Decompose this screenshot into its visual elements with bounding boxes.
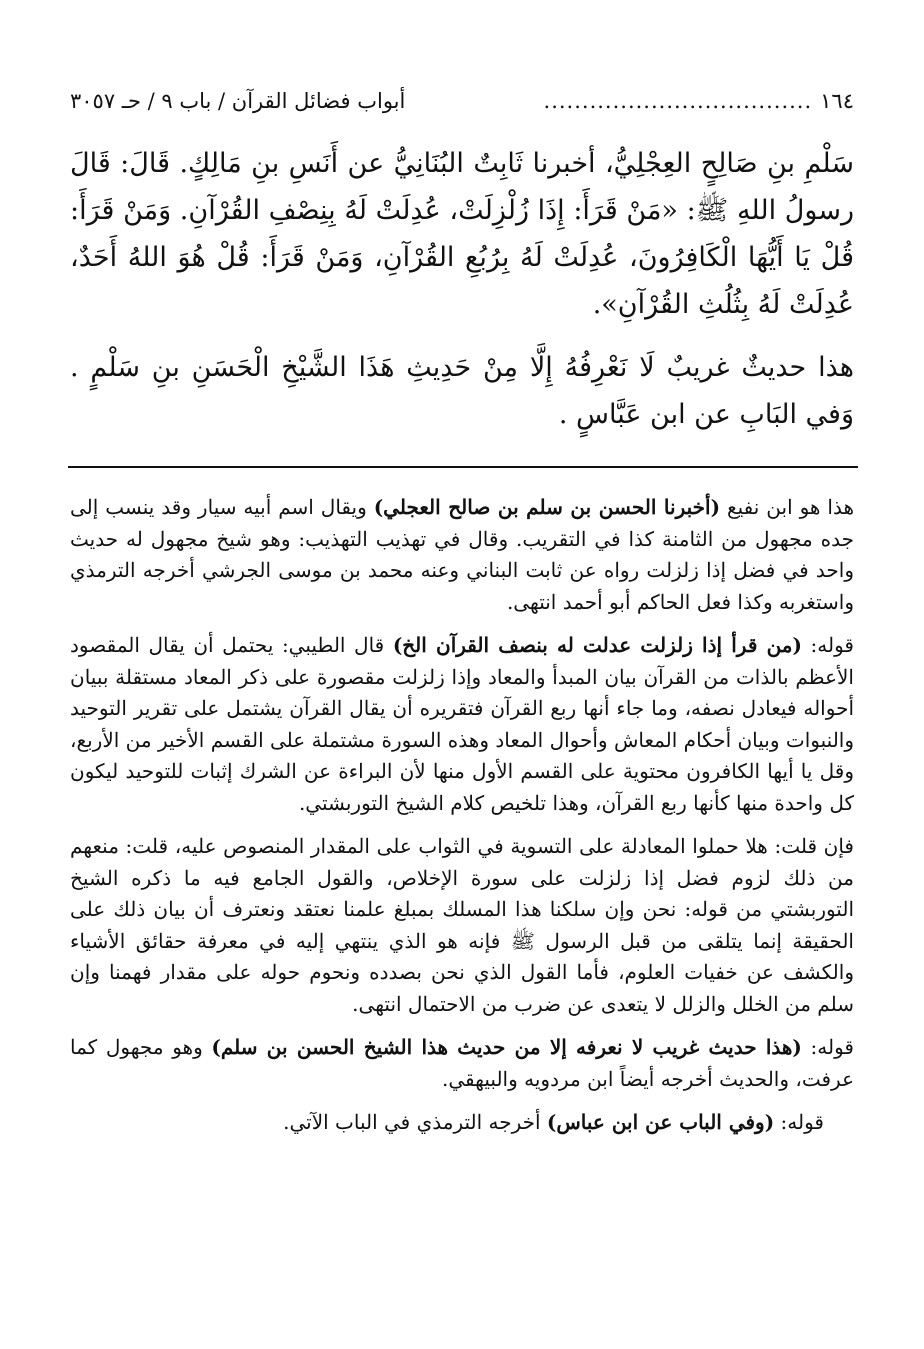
commentary-paragraph-3: فإن قلت: هلا حملوا المعادلة على التسوية في الثواب على المقدار المنصوص عليه، قلت: منعهم من ذلك لزوم فضل إذا زلزلت على سورة الإخلاص، والقول الجامع فيه ما ذكره الشيخ التوربشتي من قوله: نحن وإن سلكنا هذا المسلك بمبلغ علمنا نعتقد ونعترف أن بيان ذلك على الحقيقة إنما يتلقى من قبل الرسول ﷺ فإنه هو الذي ينتهي إليه في معرفة حقائق الأشياء والكشف عن خفيات العلوم، فأما القول الذي نحن بصدده ونحوم حوله على مقدار فهمنا وإن سلم من الخلل والزلل لا يتعدى عن ضرب من الاحتمال انتهى. (70, 834, 854, 1016)
commentary-quote: (من قرأ إذا زلزلت عدلت له بنصف القرآن الخ) (392, 633, 802, 657)
separator-rule (68, 466, 858, 468)
commentary-quote: (أخبرنا الحسن بن سلم بن صالح العجلي) (373, 495, 721, 519)
running-header (70, 86, 854, 116)
commentary-text: ويقال اسم أبيه سيار وقد ينسب إلى جده مجهول من الثامنة كذا في التقريب. وقال في تهذيب التهذيب: وهو شيخ مجهول له حديث واحد في فضل إذا زلزلت رواه عن ثابت البناني وعنه محمد بن موسى الجرشي أخرجه الترمذي واستغربه وكذا فعل الحاكم أبو أحمد انتهى. (70, 495, 854, 614)
commentary (70, 492, 854, 1139)
header-leader-dots: ................................... (543, 89, 813, 113)
commentary-text: هذا هو ابن نفيع (720, 495, 854, 519)
commentary-quote: (وفي الباب عن ابن عباس) (546, 1110, 775, 1134)
hadith-text: سَلْمِ بنِ صَالِحٍ العِجْلِيُّ، أخبرنا ثَابِتٌ البُنَانِيُّ عن أَنَسِ بنِ مَالِكٍ. قَالَ: قَالَ رسولُ اللهِ ﷺ: «مَنْ قَرَأَ: إِذَا زُلْزِلَتْ، عُدِلَتْ لَهُ بِنِصْفِ القُرْآنِ. وَمَنْ قَرَأَ: قُلْ يَا أَيُّهَا الْكَافِرُونَ، عُدِلَتْ لَهُ بِرُبُعِ القُرْآنِ، وَمَنْ قَرَأَ: قُلْ هُوَ اللهُ أَحَدٌ، عُدِلَتْ لَهُ بِثُلُثِ القُرْآنِ». (70, 148, 854, 320)
commentary-paragraph-2 (70, 630, 854, 819)
hadith-grading: هذا حديثٌ غريبٌ لَا نَعْرِفُهُ إِلَّا مِنْ حَدِيثِ هَذَا الشَّيْخِ الْحَسَنِ بنِ سَلْمٍ . وَفي البَابِ عن ابن عَبَّاسٍ . (70, 352, 854, 430)
header-title: أبواب فضائل القرآن / باب ٩ / حـ ٣٠٥٧ (70, 89, 406, 113)
commentary-text: قوله: (774, 1110, 824, 1134)
commentary-paragraph-4 (70, 1032, 854, 1095)
main-text (70, 140, 854, 438)
commentary-paragraph-1 (70, 492, 854, 618)
page-number: ١٦٤ (820, 89, 854, 113)
commentary-text: قوله: (801, 1035, 854, 1059)
commentary-text: قوله: (801, 633, 854, 657)
commentary-paragraph-5 (70, 1107, 854, 1139)
commentary-text: وهو مجهول كما عرفت، والحديث أخرجه أيضاً ابن مردويه والبيهقي. (70, 1035, 854, 1091)
commentary-quote: (هذا حديث غريب لا نعرفه إلا من حديث هذا الشيخ الحسن بن سلم) (211, 1035, 802, 1059)
commentary-text: قال الطيبي: يحتمل أن يقال المقصود الأعظم بالذات من القرآن بيان المبدأ والمعاد وإذا زلزلت مقصورة على ذكر المعاد مستقلة ببيان أحواله فيعادل نصفه، وما جاء أنها ربع القرآن فتقريره أن يقال القرآن يشتمل على تقرير التوحيد والنبوات وبيان أحكام المعاش وأحوال المعاد وهذه السورة مشتملة على القسم الأخير من الأربع، وقل يا أيها الكافرون محتوية على القسم الأول منها لأن البراءة عن الشرك إثبات للتوحيد ليكون كل واحدة منها كأنها ربع القرآن، وهذا تلخيص كلام الشيخ التوربشتي. (70, 633, 854, 815)
commentary-text: أخرجه الترمذي في الباب الآتي. (283, 1110, 547, 1134)
